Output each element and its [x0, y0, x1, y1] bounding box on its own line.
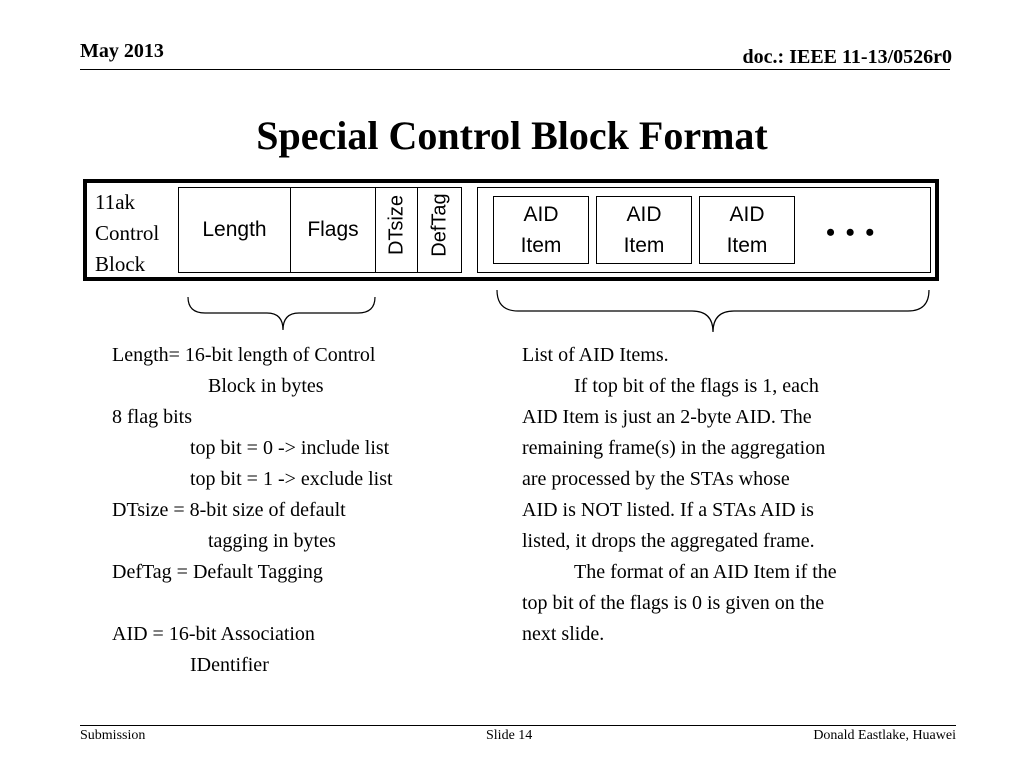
text-line: DefTag = Default Tagging: [112, 561, 323, 583]
text-line: listed, it drops the aggregated frame.: [522, 530, 815, 552]
left-brace: [188, 297, 375, 330]
text-line: IDentifier: [190, 654, 269, 676]
footer-submission: Submission: [80, 728, 146, 743]
footer-author: Donald Eastlake, Huawei: [813, 728, 956, 743]
text-line: 8 flag bits: [112, 406, 192, 428]
text-line: top bit = 0 -> include list: [190, 437, 390, 459]
block-label-line: Control: [95, 221, 160, 245]
text-line: remaining frame(s) in the aggregation: [522, 437, 826, 459]
aid-item: AID Item: [699, 196, 795, 264]
block-label-line: 11ak: [95, 190, 136, 214]
text-line: next slide.: [522, 623, 605, 645]
left-description: [112, 340, 492, 681]
text-line: top bit = 1 -> exclude list: [190, 468, 393, 490]
ellipsis: • • •: [826, 218, 877, 247]
field-length: Length: [179, 188, 291, 272]
field-dtsize-label: DTsize: [385, 194, 407, 255]
text-line: The format of an AID Item if the: [574, 561, 837, 583]
header-date: May 2013: [80, 40, 164, 62]
right-brace: [497, 290, 929, 332]
block-label-line: Block: [95, 252, 146, 276]
text-line: DTsize = 8-bit size of default: [112, 499, 346, 521]
text-line: AID is NOT listed. If a STAs AID is: [522, 499, 814, 521]
slide-title: Special Control Block Format: [256, 113, 768, 158]
text-line: tagging in bytes: [208, 530, 336, 552]
text-line: Block in bytes: [208, 375, 324, 397]
footer-slide-number: Slide 14: [486, 728, 533, 743]
blank-line: [112, 588, 492, 619]
aid-item: AID Item: [596, 196, 692, 264]
text-line: AID = 16-bit Association: [112, 623, 315, 645]
text-line: are processed by the STAs whose: [522, 468, 790, 490]
aid-item: AID Item: [493, 196, 589, 264]
text-line: AID Item is just an 2-byte AID. The: [522, 406, 812, 428]
text-line: top bit of the flags is 0 is given on the: [522, 592, 825, 614]
header-doc-id: doc.: IEEE 11-13/0526r0: [742, 46, 952, 68]
text-line: List of AID Items.: [522, 344, 669, 366]
footer-rule: [80, 725, 956, 726]
right-description: [522, 340, 942, 650]
field-flags: Flags: [291, 188, 376, 272]
field-deftag-label: DefTag: [428, 193, 450, 257]
text-line: If top bit of the flags is 1, each: [574, 375, 819, 397]
text-line: Length= 16-bit length of Control: [112, 344, 376, 366]
